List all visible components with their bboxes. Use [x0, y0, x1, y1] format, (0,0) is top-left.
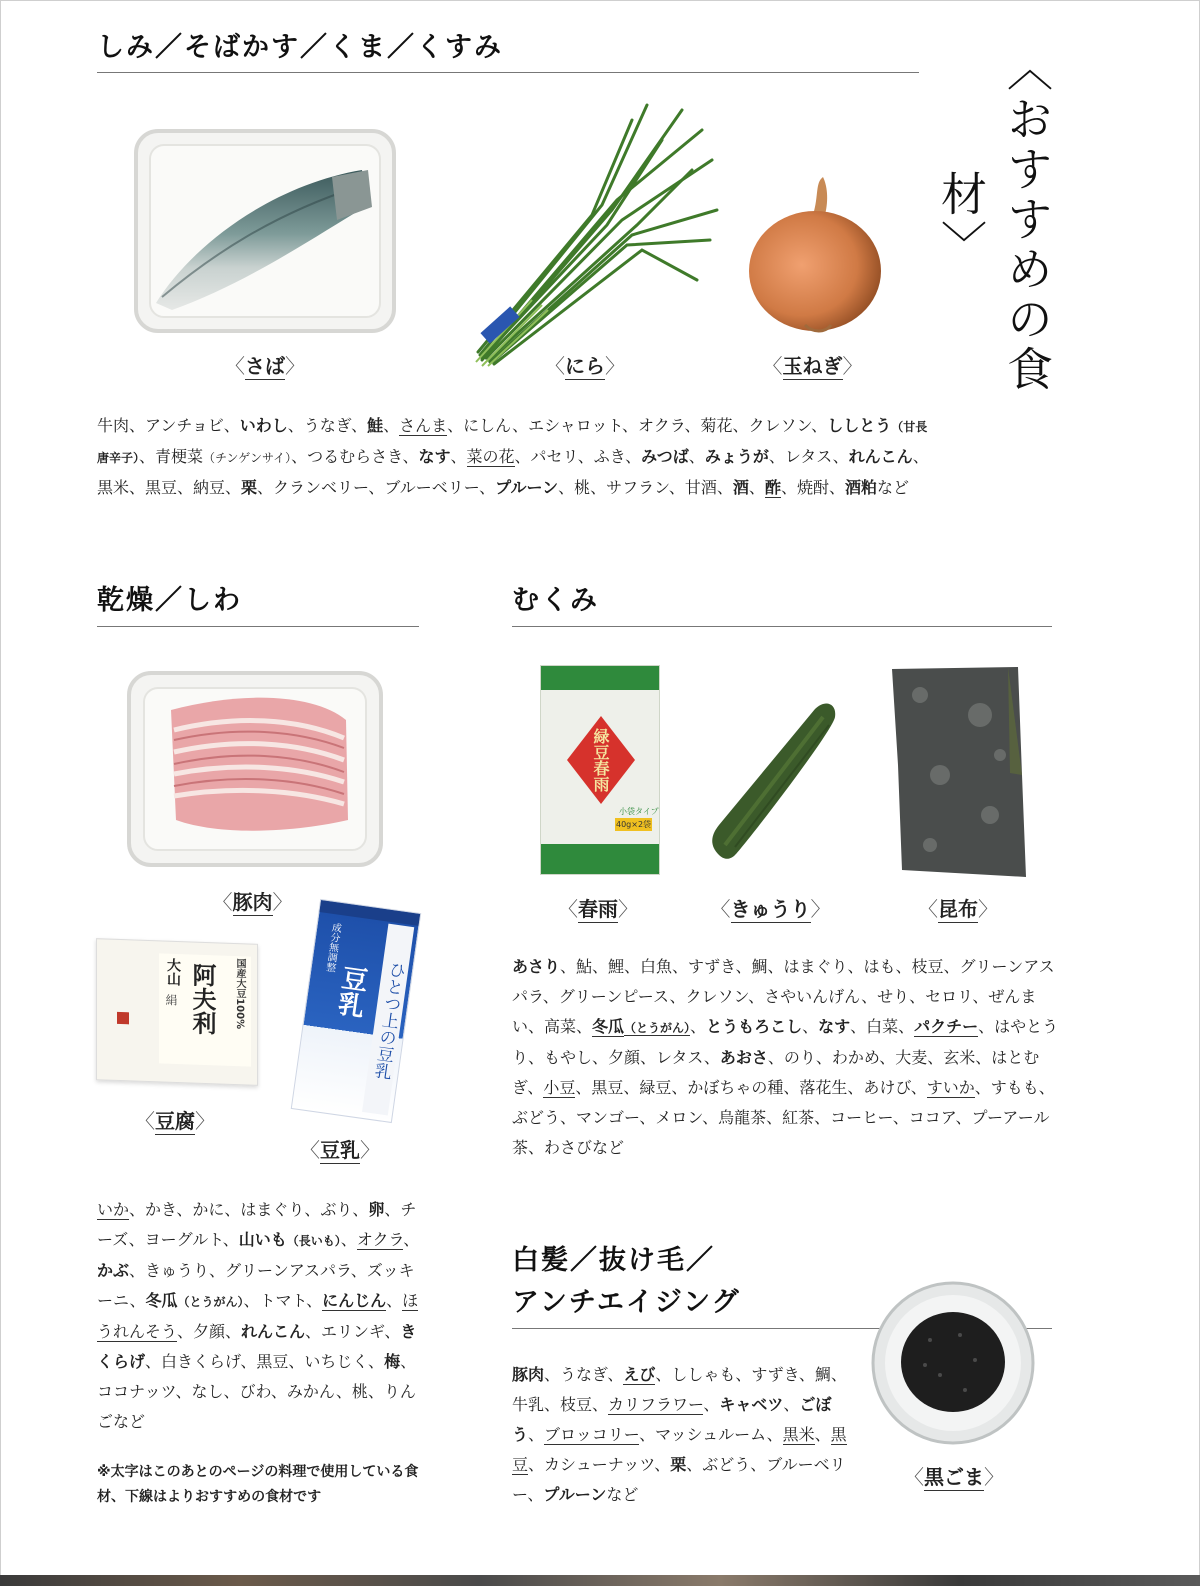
- food-term: 、ぶどう、ブルーベリー、: [512, 1455, 846, 1504]
- caption-kombu: 〈昆布〉: [918, 897, 998, 921]
- food-term: 黒米: [782, 1425, 815, 1444]
- food-term: かぶ: [97, 1261, 130, 1280]
- food-term: 、: [386, 1291, 403, 1310]
- caption-black-sesame: 〈黒ごま〉: [904, 1465, 1004, 1489]
- food-term: 、はやとうり、もやし、夕顔、レタス、: [512, 1017, 1059, 1067]
- nira-image: [462, 100, 722, 370]
- food-term: 、: [528, 1425, 545, 1444]
- food-term: 、カシューナッツ、: [528, 1455, 671, 1474]
- cucumber-image: [705, 695, 840, 865]
- food-term: プルーン: [543, 1485, 607, 1504]
- food-term: 、うなぎ、: [287, 416, 368, 435]
- dry-foods-text: [97, 1195, 427, 1437]
- caption-harusame: 〈春雨〉: [558, 897, 638, 921]
- caption-nira: 〈にら〉: [545, 354, 625, 378]
- food-term: 、レタス、: [768, 447, 849, 466]
- caption-pork: 〈豚肉〉: [212, 890, 293, 914]
- caption-soymilk: 〈豆乳〉: [300, 1138, 380, 1162]
- food-term: 、: [783, 1395, 800, 1414]
- food-term: あさり: [512, 957, 561, 976]
- food-term: とうもろこし: [706, 1017, 803, 1036]
- swelling-foods-text: [512, 952, 1060, 1163]
- page-title: 〈おすすめの食材〉: [934, 45, 1054, 395]
- food-term: 、: [688, 447, 705, 466]
- food-term: ししとう: [827, 416, 892, 435]
- food-term: 冬瓜: [592, 1017, 625, 1036]
- food-term: （とうがん）: [624, 1021, 691, 1035]
- food-term: 、クランベリー、ブルーベリー、: [257, 478, 496, 497]
- food-term: パクチー: [914, 1017, 979, 1036]
- heading-spots: しみ／そばかす／くま／くすみ: [97, 32, 503, 63]
- heading-swelling: むくみ: [512, 585, 599, 616]
- onion-image: [745, 175, 885, 335]
- food-term: 、うなぎ、: [544, 1365, 624, 1384]
- caption-onion: 〈玉ねぎ〉: [762, 354, 863, 378]
- food-term: 、きゅうり、グリーンアスパラ、ズッキーニ、: [97, 1261, 415, 1310]
- tofu-label-kind: 絹: [164, 993, 178, 1007]
- food-term: 、すもも、ぶどう、マンゴー、メロン、烏龍茶、紅茶、コーヒー、ココア、プーアール茶、わさびなど: [512, 1078, 1055, 1157]
- food-term: 、: [403, 1230, 420, 1249]
- heading-hair-line1: 白髪／抜け毛／: [512, 1245, 715, 1276]
- food-term: 、: [690, 1017, 707, 1036]
- food-term: 酒粕: [844, 478, 877, 497]
- heading-hair-line2: アンチエイジング: [512, 1287, 741, 1318]
- food-term: いわし: [239, 416, 288, 435]
- food-term: 卵: [368, 1200, 385, 1219]
- food-term: ブロッコリー: [544, 1425, 640, 1444]
- food-term: （長いも）: [286, 1234, 341, 1248]
- pork-image: [126, 670, 386, 870]
- food-term: 、黒豆、緑豆、かぼちゃの種、落花生、あけび、: [575, 1078, 927, 1097]
- soymilk-label-vertical: ひとつ上の豆乳: [362, 924, 414, 1116]
- food-term: 山いも: [238, 1230, 287, 1249]
- rule-swelling: [512, 626, 1052, 627]
- food-term: （とうがん）: [177, 1295, 244, 1309]
- food-term: 、: [814, 1425, 831, 1444]
- soymilk-label-sub: 成分無調整: [323, 921, 342, 973]
- food-term: 栗: [670, 1455, 687, 1474]
- food-term: きくらげ: [97, 1322, 417, 1371]
- food-term: みつば: [641, 447, 689, 466]
- food-term: 鮭: [367, 416, 384, 435]
- food-term: 、桃、サフラン、甘酒、: [558, 478, 733, 497]
- food-term: 、ししゃも、すずき、鯛、牛乳、枝豆、: [512, 1365, 847, 1414]
- caption-cucumber: 〈きゅうり〉: [710, 897, 831, 921]
- tofu-label-top: 国産大豆100%: [234, 957, 245, 1030]
- food-term: 、: [802, 1017, 819, 1036]
- rule-spots: [97, 72, 919, 73]
- food-term: キャベツ: [719, 1395, 784, 1414]
- food-term: ほうれんそう: [97, 1291, 419, 1341]
- saba-image: [132, 125, 402, 340]
- food-term: 、にしん、エシャロット、オクラ、菊花、クレソン、: [447, 416, 828, 435]
- food-term: 、エリンギ、: [305, 1322, 401, 1341]
- harusame-label-brand: 緑豆春雨: [591, 728, 610, 792]
- food-term: 、: [748, 478, 765, 497]
- food-term: なす: [818, 1017, 851, 1036]
- caption-saba: 〈さば〉: [225, 354, 305, 378]
- food-term: 、白菜、: [850, 1017, 915, 1036]
- food-term: いか: [97, 1200, 130, 1219]
- food-term: 、白きくらげ、黒豆、いちじく、: [145, 1352, 385, 1371]
- food-term: （チンゲンサイ）: [203, 451, 292, 465]
- food-term: 梅: [384, 1352, 401, 1371]
- food-term: あおさ: [719, 1048, 768, 1067]
- food-term: 、: [703, 1395, 720, 1414]
- soymilk-label-main: 豆乳: [332, 963, 370, 1019]
- food-term: 、かき、かに、はまぐり、ぶり、: [129, 1200, 369, 1219]
- food-term: すいか: [926, 1078, 975, 1097]
- food-term: 小豆: [543, 1078, 576, 1097]
- food-term: 、つるむらさき、: [291, 447, 419, 466]
- food-term: 、パセリ、ふき、: [514, 447, 642, 466]
- food-term: 、青梗菜: [139, 447, 204, 466]
- tofu-label-sub: 大山: [165, 957, 181, 987]
- bottom-strip: [0, 1575, 1200, 1586]
- harusame-image: [540, 665, 660, 875]
- food-term: （甘長唐辛子）: [97, 420, 928, 465]
- food-term: 、マッシュルーム、: [639, 1425, 783, 1444]
- food-term: 牛肉、アンチョビ、: [97, 416, 240, 435]
- food-term: 酒: [732, 478, 749, 497]
- food-term: オクラ: [356, 1230, 404, 1249]
- food-term: にんじん: [322, 1291, 387, 1310]
- food-term: れんこん: [848, 447, 913, 466]
- harusame-label-sub: 小袋タイプ: [619, 807, 659, 816]
- food-term: 、ココナッツ、なし、びわ、みかん、桃、りんごなど: [97, 1352, 417, 1431]
- food-term: 菜の花: [466, 447, 515, 466]
- heading-dry: 乾燥／しわ: [97, 585, 242, 616]
- food-term: など: [876, 478, 909, 497]
- food-term: 、黒米、黒豆、納豆、: [97, 447, 929, 497]
- tofu-label-main: 阿夫利: [188, 962, 217, 1036]
- food-term: 、焼酎、: [780, 478, 845, 497]
- food-term: 、: [383, 416, 400, 435]
- hair-foods-text: [512, 1360, 847, 1510]
- heading-hair: [512, 1240, 741, 1324]
- food-term: 酢: [764, 478, 781, 497]
- food-term: カリフラワー: [608, 1395, 704, 1414]
- food-term: 、チーズ、ヨーグルト、: [97, 1200, 417, 1249]
- food-term: 、のり、わかめ、大麦、玄米、はとむぎ、: [512, 1048, 1040, 1097]
- food-term: 、夕顔、: [177, 1322, 242, 1341]
- food-term: みょうが: [704, 447, 769, 466]
- food-term: 、トマト、: [243, 1291, 323, 1310]
- food-term: れんこん: [241, 1322, 306, 1341]
- food-term: プルーン: [495, 478, 559, 497]
- food-term: など: [606, 1485, 639, 1504]
- spots-foods-text: [97, 411, 935, 503]
- tofu-image: [96, 938, 258, 1086]
- food-term: 豚肉: [512, 1365, 545, 1384]
- food-term: さんま: [399, 416, 448, 435]
- black-sesame-image: [870, 1280, 1036, 1446]
- food-term: 黒豆: [512, 1425, 847, 1474]
- food-term: 、鮎、鯉、白魚、すずき、鯛、はまぐり、はも、枝豆、グリーンアスパラ、グリーンピース、クレソン、さやいんげん、せり、セロリ、ぜんまい、高菜、: [512, 957, 1055, 1036]
- kombu-image: [890, 665, 1028, 880]
- caption-tofu: 〈豆腐〉: [135, 1109, 215, 1133]
- food-term: 栗: [241, 478, 258, 497]
- harusame-label-size: 40g×2袋: [616, 820, 652, 829]
- food-term: なす: [418, 447, 451, 466]
- food-term: ごぼう: [512, 1395, 832, 1444]
- food-term: 、: [340, 1230, 357, 1249]
- food-term: 冬瓜: [145, 1291, 178, 1310]
- food-term: えび: [623, 1365, 656, 1384]
- food-term: 、: [450, 447, 467, 466]
- footnote: ※太字はこのあとのページの料理で使用している食材、下線はよりおすすめの食材です: [97, 1464, 419, 1505]
- rule-dry: [97, 626, 419, 627]
